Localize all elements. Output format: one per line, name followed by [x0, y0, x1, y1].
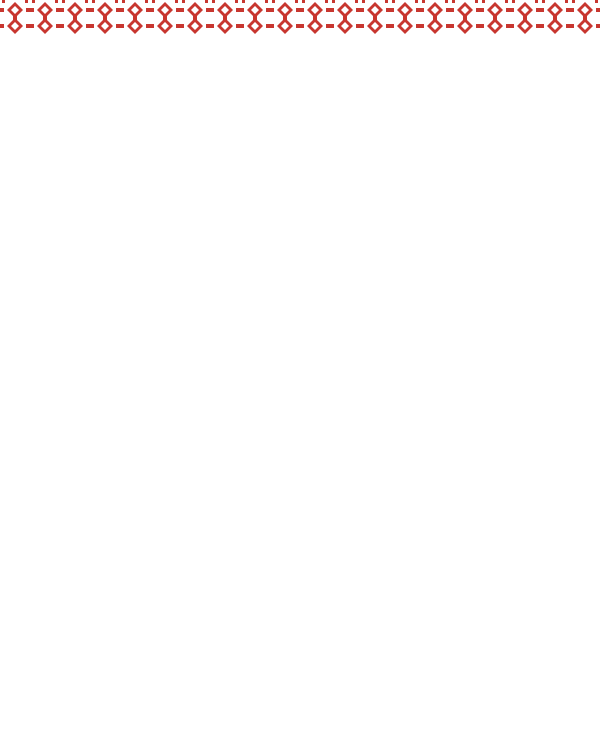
decorative-ornament-border — [0, 0, 600, 36]
